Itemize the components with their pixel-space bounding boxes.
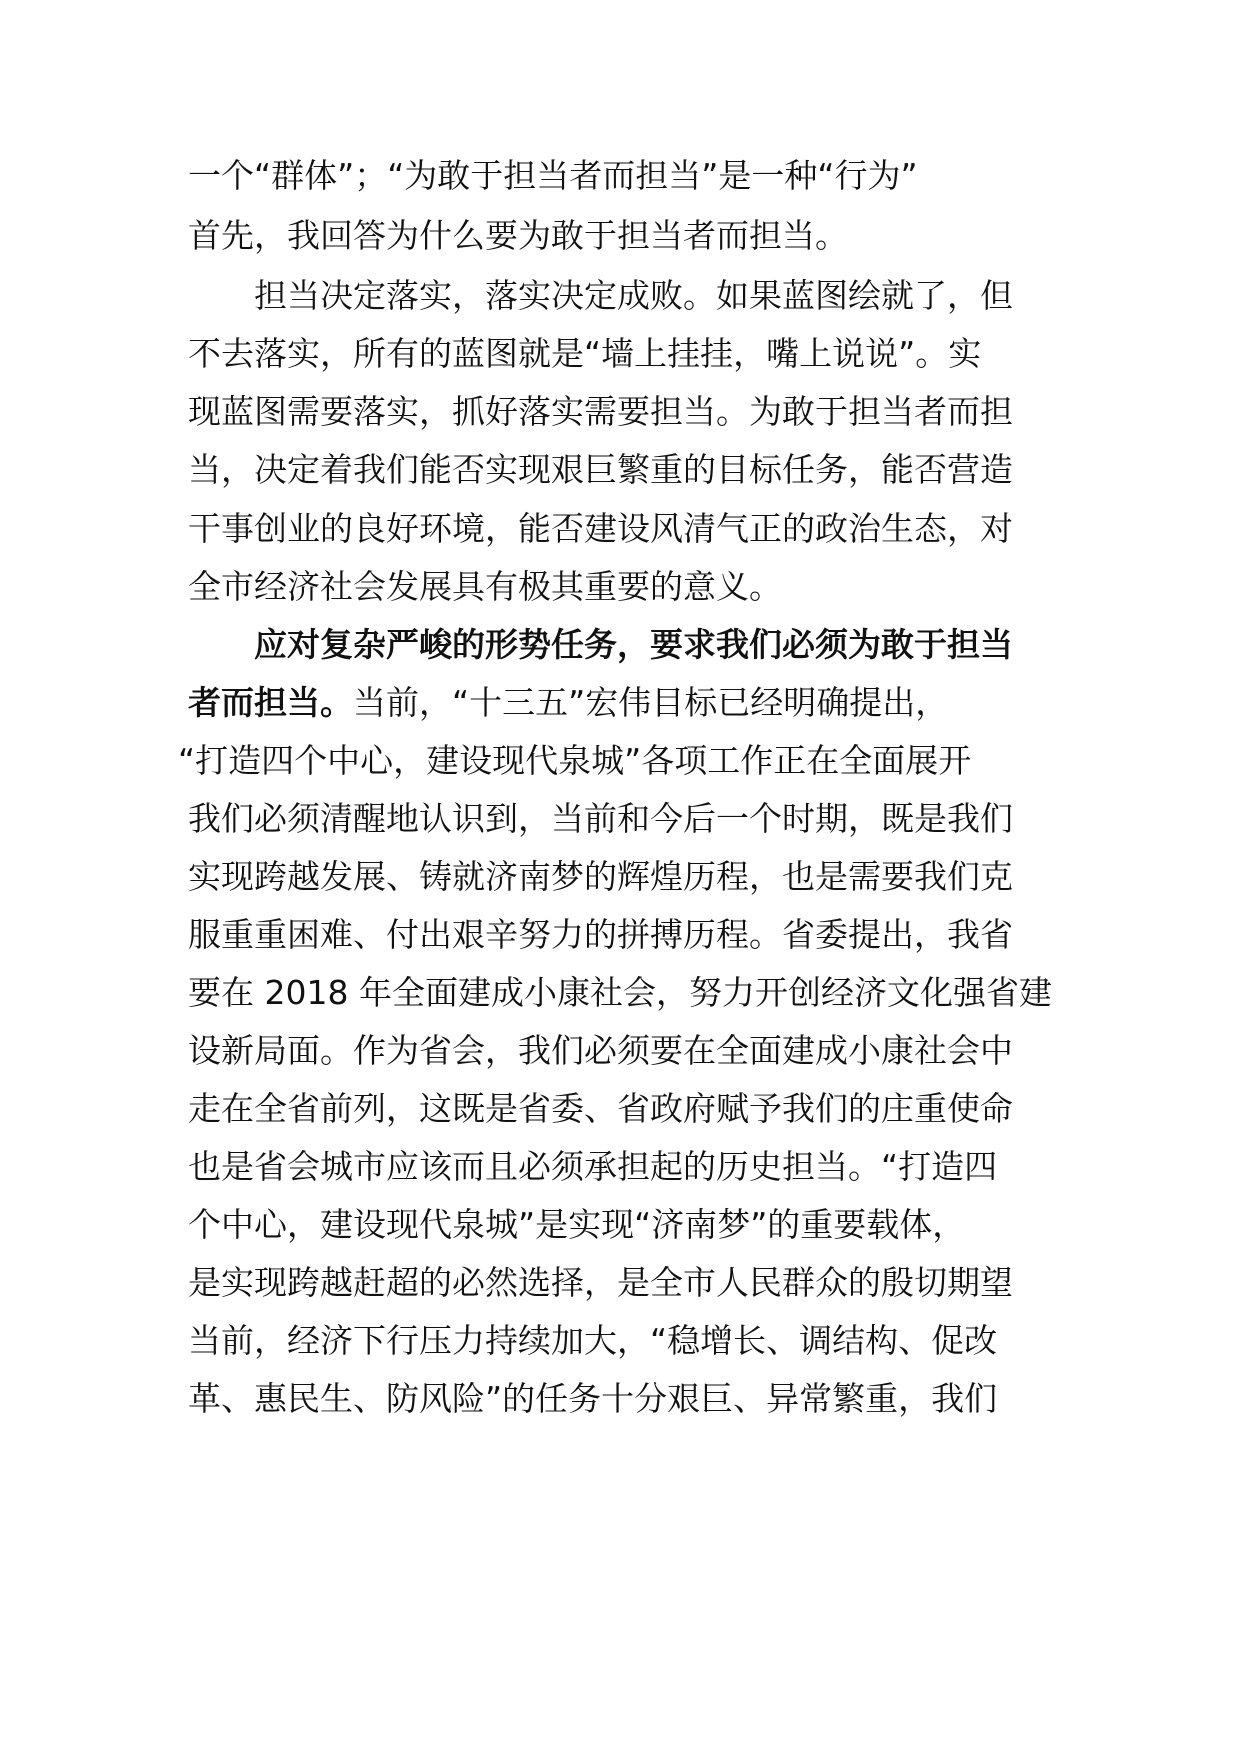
text-line: 现蓝图需要落实，抓好落实需要担当。为敢于担当者而担 [188, 392, 1013, 431]
text-line: 是实现跨越赶超的必然选择，是全市人民群众的殷切期望 [188, 1263, 1013, 1302]
text-span: 当前，“十三五”宏伟目标已经明确提出， [353, 683, 949, 722]
text-line: 革、惠民生、防风险”的任务十分艰巨、异常繁重，我们 [188, 1379, 998, 1418]
text-line: 我们必须清醒地认识到，当前和今后一个时期，既是我们 [188, 799, 1013, 838]
text-line: 要在 2018 年全面建成小康社会，努力开创经济文化强省建 [188, 973, 1052, 1012]
paragraph-first-line: 担当决定落实，落实决定成败。如果蓝图绘就了，但 [254, 276, 1013, 315]
text-line: 当，决定着我们能否实现艰巨繁重的目标任务，能否营造 [188, 450, 1013, 489]
text-line: 也是省会城市应该而且必须承担起的历史担当。“打造四 [188, 1147, 998, 1186]
text-line: 服重重困难、付出艰辛努力的拼搏历程。省委提出，我省 [188, 915, 1013, 954]
text-line: 走在全省前列，这既是省委、省政府赋予我们的庄重使命 [188, 1089, 1013, 1128]
text-line: 全市经济社会发展具有极其重要的意义。 [188, 567, 782, 606]
bold-heading-tail: 者而担当。 [188, 683, 353, 722]
text-line: 不去落实，所有的蓝图就是“墙上挂挂，嘴上说说”。实 [188, 334, 982, 373]
bold-heading-line: 应对复杂严峻的形势任务，要求我们必须为敢于担当 [254, 625, 1013, 664]
text-line: 首先，我回答为什么要为敢于担当者而担当。 [188, 216, 848, 255]
text-line: 一个“群体”；“为敢于担当者而担当”是一种“行为” [188, 156, 918, 195]
text-line: 设新局面。作为省会，我们必须要在全面建成小康社会中 [188, 1031, 1013, 1070]
text-line: 实现跨越发展、铸就济南梦的辉煌历程，也是需要我们克 [188, 857, 1013, 896]
text-line: 当前，经济下行压力持续加大，“稳增长、调结构、促改 [188, 1321, 998, 1360]
text-line [188, 671, 1068, 735]
text-line: 个中心，建设现代泉城”是实现“济南梦”的重要载体， [188, 1205, 966, 1244]
text-line: “打造四个中心，建设现代泉城”各项工作正在全面展开 [178, 741, 972, 780]
text-line: 干事创业的良好环境，能否建设风清气正的政治生态，对 [188, 509, 1013, 548]
